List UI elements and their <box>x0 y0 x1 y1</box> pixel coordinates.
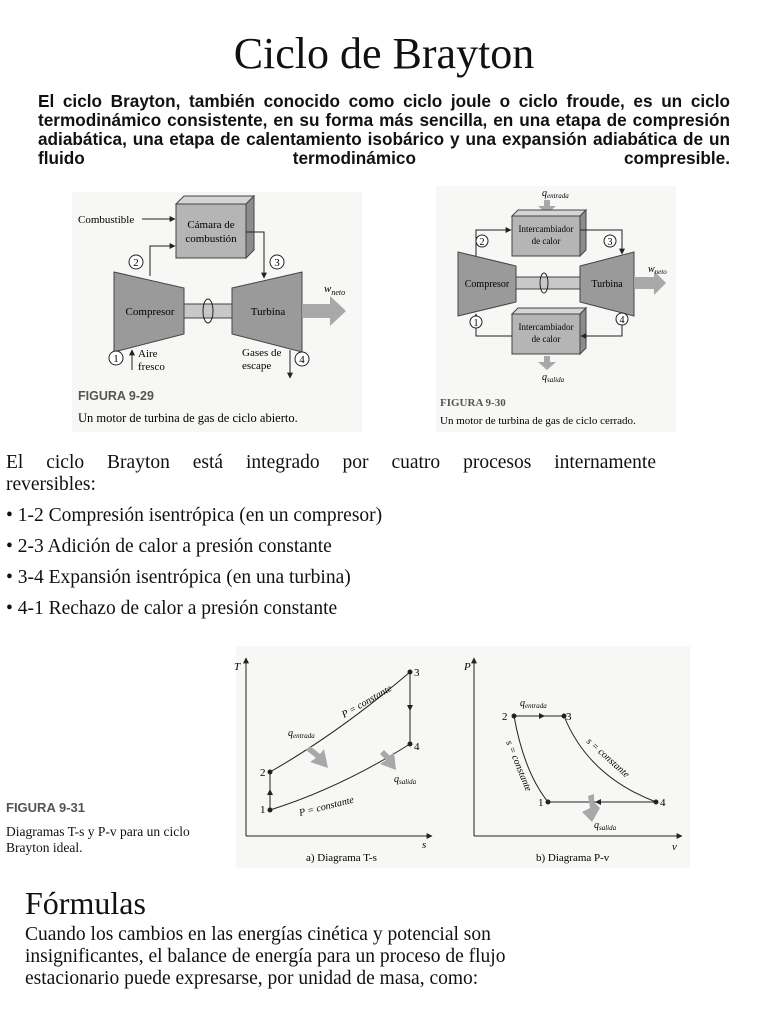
ts-qin-label: $q_{entrada}$ <box>288 728 315 740</box>
state-1: 1 <box>473 318 479 329</box>
hx-bottom-label-2: de calor <box>531 334 561 344</box>
process-item: • 3-4 Expansión isentrópica (en una turbina) <box>6 567 351 588</box>
figure-open-cycle-diagram <box>72 192 362 432</box>
state-2: 2 <box>479 237 485 248</box>
page-title: Ciclo de Brayton <box>233 29 535 78</box>
hx-top-label-2: de calor <box>531 236 561 246</box>
ts-diagram-label: a) Diagrama T-s <box>306 852 377 864</box>
formulas-paragraph: Cuando los cambios en las energías cinética y potencial son insignificantes, el balance de energía para un proceso de flujo estacionario puede expresarse, por unidad de masa, como: <box>25 924 506 989</box>
pv-state-2: 2 <box>502 711 508 723</box>
fig31-caption-line-1: Diagramas T-s y P-v para un ciclo <box>6 824 190 839</box>
fig31-caption-line-2: Brayton ideal. <box>6 840 83 855</box>
intro-paragraph: El ciclo Brayton, también conocido como ciclo joule o ciclo froude, es un ciclo termodinámico consistente, en su forma más sencilla, en una etapa de compresión adiabática, una etapa de calentamiento isobárico y una expansión adiabática de un fluido termodinámico compresible. <box>38 91 730 168</box>
processes-intro-line-2: reversibles: <box>6 474 96 495</box>
air-label-2: fresco <box>138 361 165 373</box>
ts-state-4: 4 <box>414 741 420 753</box>
fuel-label: Combustible <box>78 214 135 226</box>
turbine-label: Turbina <box>591 279 623 290</box>
ts-pressure-constant-top: P = constante <box>340 683 395 721</box>
processes-intro-line-1: El ciclo Brayton está integrado por cuatro procesos internamente <box>6 452 656 473</box>
pv-qout-label: $q_{salida}$ <box>594 820 617 832</box>
fig29-caption: Un motor de turbina de gas de ciclo abierto. <box>78 411 298 425</box>
formulas-heading: Fórmulas <box>25 885 146 921</box>
fig29-caption-number: FIGURA 9-29 <box>78 389 154 403</box>
figure-ts-pv-diagrams <box>236 646 690 868</box>
compressor-label: Compresor <box>125 306 175 318</box>
fig30-caption-number: FIGURA 9-30 <box>440 397 506 409</box>
state-4: 4 <box>619 315 625 326</box>
combustion-chamber <box>176 204 246 258</box>
state-4: 4 <box>299 354 305 366</box>
chamber-label-1: Cámara de <box>187 219 235 231</box>
pv-x-axis-label: v <box>672 841 677 853</box>
wnet-label: $w_{neto}$ <box>648 264 667 276</box>
qout-label: $q_{salida}$ <box>542 372 565 384</box>
fig30-caption: Un motor de turbina de gas de ciclo cerrado. <box>440 415 636 427</box>
pv-state-1: 1 <box>538 797 544 809</box>
figure-closed-cycle-diagram <box>436 186 676 432</box>
pv-entropy-constant-left: s = constante <box>503 739 534 794</box>
process-item: • 1-2 Compresión isentrópica (en un compresor) <box>6 505 383 526</box>
ts-pressure-constant-bottom: P = constante <box>298 794 356 819</box>
pv-entropy-constant-right: s = constante <box>583 736 632 781</box>
hx-bottom-label-1: Intercambiador <box>518 322 574 332</box>
air-label-1: Aire <box>138 348 158 360</box>
processes-section <box>6 452 656 629</box>
exhaust-label-1: Gases de <box>242 347 282 359</box>
pv-diagram-label: b) Diagrama P-v <box>536 852 610 864</box>
pv-state-4: 4 <box>660 797 666 809</box>
qin-label: $q_{entrada}$ <box>542 188 569 200</box>
ts-y-axis-label: T <box>234 661 241 673</box>
turbine-label: Turbina <box>250 306 286 318</box>
compressor-label: Compresor <box>464 279 510 290</box>
ts-x-axis-label: s <box>422 839 427 851</box>
state-3: 3 <box>607 237 613 248</box>
state-2: 2 <box>133 257 139 269</box>
process-item: • 2-3 Adición de calor a presión constante <box>6 536 332 557</box>
shaft <box>184 304 232 318</box>
pv-qin-label: $q_{entrada}$ <box>520 698 547 710</box>
state-1: 1 <box>113 353 119 365</box>
state-3: 3 <box>274 257 280 269</box>
fig31-caption-number: FIGURA 9-31 <box>6 800 85 815</box>
ts-state-2: 2 <box>260 767 266 779</box>
pv-y-axis-label: P <box>464 661 471 673</box>
ts-state-3: 3 <box>414 667 420 679</box>
ts-state-1: 1 <box>260 804 266 816</box>
hx-top-label-1: Intercambiador <box>518 224 574 234</box>
pv-state-3: 3 <box>566 711 572 723</box>
wnet-label: $w_{neto}$ <box>324 283 346 297</box>
exhaust-label-2: escape <box>242 360 272 372</box>
process-item: • 4-1 Rechazo de calor a presión constante <box>6 598 338 619</box>
chamber-label-2: combustión <box>185 233 237 245</box>
ts-qout-label: $q_{salida}$ <box>394 774 417 786</box>
